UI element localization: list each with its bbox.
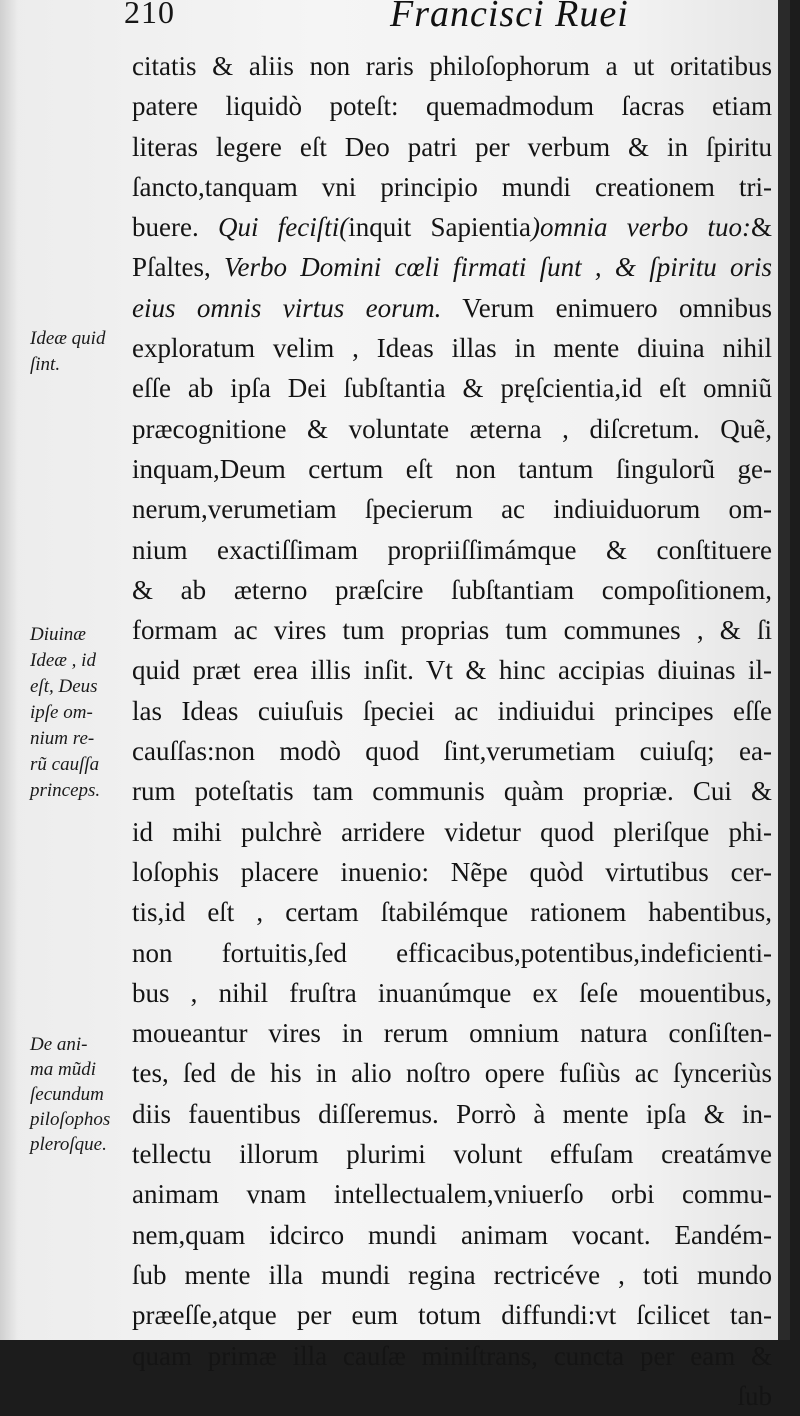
text-line: inquam,Deum certum eſt non tantum ſingulorũ ge-	[132, 453, 772, 484]
text-line: & ab æterno præſcire ſubſtantiam compoſitionem,	[132, 574, 772, 605]
margin-note-world-soul	[30, 1032, 126, 1157]
italic-span: eius omnis virtus eorum.	[132, 292, 442, 323]
margin-note-line: Diuinæ	[30, 624, 86, 645]
text-line: las Ideas cuiuſuis ſpeciei ac indiuidui principes eſſe	[132, 695, 772, 726]
text-line: nerum,verumetiam ſpecierum ac indiuiduorum om-	[132, 494, 772, 525]
running-head	[0, 0, 790, 34]
text-line: loſophis placere inuenio: Nẽpe quòd virtutibus cer-	[132, 856, 772, 887]
text-span: buere.	[132, 212, 218, 243]
text-line	[132, 288, 772, 328]
text-line: patere liquidò poteſt: quemadmodum ſacras etiam	[132, 91, 772, 122]
text-line: quam primæ illa cauſæ miniſtrans, cuncta per eam &	[132, 1340, 772, 1371]
text-line: id mihi pulchrè arridere videtur quod pleriſque phi-	[132, 816, 772, 847]
margin-note-line: Ideæ quid	[30, 328, 106, 349]
text-line: non fortuitis,ſed efficacibus,potentibus,indeficienti-	[132, 937, 772, 968]
text-span: inquit Sapientia	[348, 212, 531, 243]
page-gutter	[0, 0, 18, 1340]
text-line: nem,quam idcirco mundi animam vocant. Eandém-	[132, 1219, 772, 1250]
text-span: Verum enimuero omnibus	[441, 292, 772, 323]
body-text	[132, 46, 772, 1416]
text-line: tes, ſed de his in alio noſtro opere fuſiùs ac ſynceriùs	[132, 1058, 772, 1089]
text-line: ſancto,tanquam vni principio mundi creationem tri-	[132, 171, 772, 202]
margin-note-line: ipſe om-	[30, 702, 93, 723]
italic-span: )omnia verbo tuo:	[530, 212, 751, 243]
text-line: moueantur vires in rerum omnium natura conſiſten-	[132, 1018, 772, 1049]
text-line	[132, 207, 772, 247]
text-line: diis fauentibus diſſeremus. Porrò à mente ipſa & in-	[132, 1098, 772, 1129]
margin-note-line: pleroſque.	[30, 1134, 107, 1155]
margin-note-line: Ideæ , id	[30, 650, 96, 671]
text-line: bus , nihil fruſtra inuanúmque ex ſeſe mouentibus,	[132, 977, 772, 1008]
text-line: quid præt erea illis inſit. Vt & hinc accipias diuinas il-	[132, 655, 772, 686]
text-line: ſub mente illa mundi regina rectricéve , toti mundo	[132, 1259, 772, 1290]
text-line: cauſſas:non modò quod ſint,verumetiam cuiuſq; ea-	[132, 736, 772, 767]
running-title: Francisci Ruei	[390, 0, 629, 35]
text-line: literas legere eſt Deo patri per verbum & in ſpiritu	[132, 131, 772, 162]
text-line: eſſe ab ipſa Dei ſubſtantia & pręſcientia,id eſt omniũ	[132, 373, 772, 404]
margin-note-line: ma mũdi	[30, 1059, 96, 1080]
text-line: præeſſe,atque per eum totum diffundi:vt ſcilicet tan-	[132, 1300, 772, 1331]
text-line: ſub	[737, 1380, 772, 1411]
margin-note-divine-ideas	[30, 622, 126, 804]
margin-note-line: nium re-	[30, 728, 95, 749]
text-line: formam ac vires tum proprias tum communes , & ſi	[132, 615, 772, 646]
text-line: citatis & aliis non raris philoſophorum a ut oritatibus	[132, 51, 772, 81]
text-span: Pſaltes,	[132, 252, 225, 283]
text-line: nium exactiſſimam propriiſſimámque & conſtituere	[132, 534, 772, 565]
page-edge	[778, 0, 790, 1340]
text-line: animam vnam intellectualem,vniuerſo orbi commu-	[132, 1179, 772, 1210]
text-span: &	[750, 212, 772, 243]
page-number: 210	[124, 0, 175, 30]
margin-note-line: princeps.	[30, 780, 101, 801]
text-line: tis,id eſt , certam ſtabilémque rationem habentibus,	[132, 897, 772, 928]
text-line: rum poteſtatis tam communis quàm propriæ. Cui &	[132, 776, 772, 807]
margin-note-line: ſecundum	[30, 1084, 104, 1105]
margin-note-line: piloſophos	[30, 1109, 111, 1130]
italic-span: Verbo Domini cœli firmati ſunt , & ſpiritu oris	[224, 252, 772, 283]
margin-note-ideas	[30, 326, 126, 378]
text-line	[132, 247, 772, 287]
margin-note-line: rũ cauſſa	[30, 754, 100, 775]
text-line: exploratum velim , Ideas illas in mente diuina nihil	[132, 333, 772, 364]
text-line: tellectu illorum plurimi volunt effuſam creatámve	[132, 1139, 772, 1170]
italic-span: Qui feciſti(	[217, 212, 349, 243]
text-line: præcognitione & voluntate æterna , diſcretum. Quẽ,	[132, 413, 772, 444]
margin-note-line: eſt, Deus	[30, 676, 98, 697]
margin-note-line: De ani-	[30, 1034, 88, 1055]
margin-note-line: ſint.	[30, 354, 61, 375]
